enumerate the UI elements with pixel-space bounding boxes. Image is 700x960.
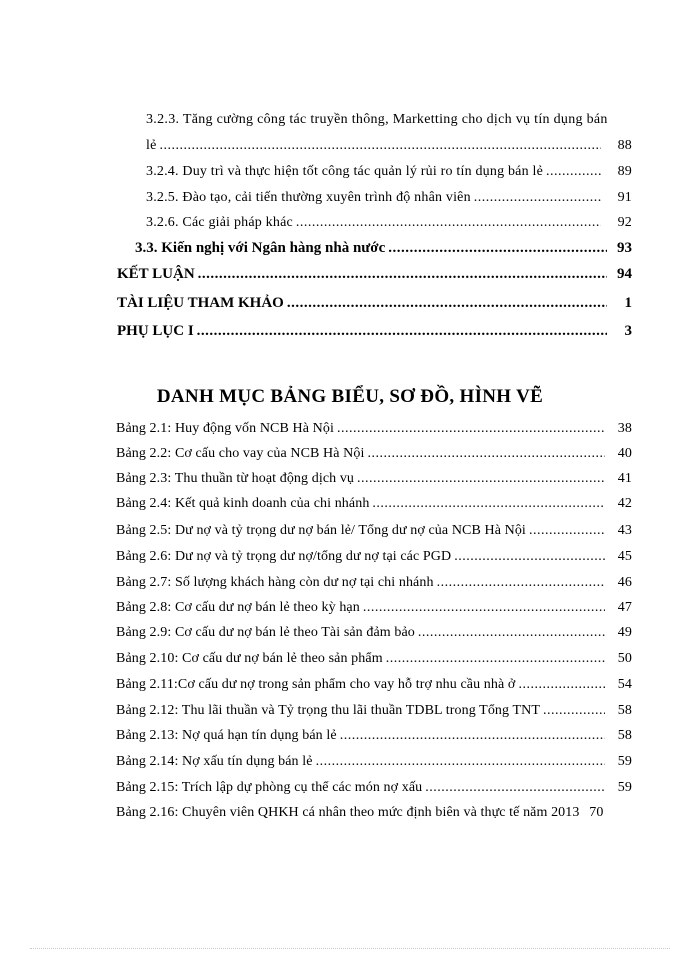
table-entry-label: Bảng 2.7: Số lượng khách hàng còn dư nợ tại chi nhánh (116, 575, 434, 590)
leader-dots (418, 625, 605, 641)
table-entry-page: 47 (617, 600, 632, 615)
table-entry-page: 59 (617, 780, 632, 795)
table-entry[interactable] (116, 575, 632, 591)
table-entry-page: 46 (617, 575, 632, 590)
toc-page-number: 88 (617, 138, 632, 153)
table-entry[interactable] (116, 625, 632, 641)
toc-entry-label: TÀI LIỆU THAM KHẢO (117, 295, 284, 311)
table-entry-page: 38 (617, 421, 632, 436)
toc-entry-3-3[interactable] (135, 240, 632, 257)
table-entry[interactable] (116, 523, 632, 539)
table-entry-label: Bảng 2.13: Nợ quá hạn tín dụng bán lẻ (116, 728, 337, 743)
table-entry-label: Bảng 2.5: Dư nợ và tỷ trọng dư nợ bán lẻ/ Tổng dư nợ của NCB Hà Nội (116, 523, 526, 538)
leader-dots (474, 190, 601, 206)
table-entry[interactable] (116, 600, 632, 616)
table-entry-label: Bảng 2.2: Cơ cấu cho vay của NCB Hà Nội (116, 446, 365, 461)
leader-dots (543, 703, 605, 719)
toc-page-number: 91 (617, 190, 632, 205)
toc-entry-label: 3.2.4. Duy trì và thực hiện tốt công tác quản lý rủi ro tín dụng bán lẻ (146, 164, 543, 179)
leader-dots (372, 496, 605, 512)
leader-dots (386, 651, 605, 667)
toc-entry-3-2-5[interactable] (146, 190, 632, 206)
table-entry[interactable] (116, 754, 632, 770)
table-entry[interactable] (116, 496, 632, 512)
leader-dots (340, 728, 605, 744)
toc-entry-label: PHỤ LỤC I (117, 323, 194, 339)
leader-dots (388, 240, 607, 257)
leader-dots (296, 215, 601, 231)
toc-entry-3-2-3-line1[interactable] (146, 112, 632, 128)
toc-entry-3-2-6[interactable] (146, 215, 632, 231)
table-entry-label: Bảng 2.1: Huy động vốn NCB Hà Nội (116, 421, 334, 436)
leader-dots (437, 575, 605, 591)
table-entry[interactable] (116, 421, 632, 437)
table-entry-label: Bảng 2.16: Chuyên viên QHKH cá nhân theo mức định biên và thực tế năm 2013 (116, 805, 580, 820)
table-entry-label: Bảng 2.9: Cơ cấu dư nợ bán lẻ theo Tài sản đảm bảo (116, 625, 415, 640)
table-entry-page: 50 (617, 651, 632, 666)
table-entry-label: Bảng 2.15: Trích lập dự phòng cụ thể các món nợ xấu (116, 780, 423, 795)
table-entry-label: Bảng 2.14: Nợ xấu tín dụng bán lẻ (116, 754, 313, 769)
leader-dots (425, 780, 605, 796)
leader-dots (363, 600, 605, 616)
leader-dots (546, 164, 601, 180)
toc-entry-label: lẻ (146, 138, 157, 153)
leader-dots (337, 421, 605, 437)
table-entry-page: 70 (589, 805, 604, 820)
toc-entry-label: 3.2.6. Các giải pháp khác (146, 215, 293, 230)
table-entry-page: 42 (617, 496, 632, 511)
table-entry[interactable] (116, 703, 632, 719)
toc-entry-label: 3.3. Kiến nghị với Ngân hàng nhà nước (135, 240, 386, 256)
table-entry-label: Bảng 2.10: Cơ cấu dư nợ bán lẻ theo sản phẩm (116, 651, 383, 666)
leader-dots (198, 266, 607, 283)
table-entry[interactable] (116, 471, 632, 487)
toc-page-number: 3 (624, 323, 632, 339)
table-entry-page: 41 (617, 471, 632, 486)
table-entry-page: 59 (617, 754, 632, 769)
toc-entry-label: 3.2.3. Tăng cường công tác truyền thông, Marketting cho dịch vụ tín dụng bán (146, 112, 608, 127)
list-of-tables-heading: DANH MỤC BẢNG BIỂU, SƠ ĐỒ, HÌNH VẼ (156, 386, 544, 407)
toc-entry-label: KẾT LUẬN (117, 266, 195, 282)
toc-entry-3-2-3-line2[interactable] (146, 138, 632, 154)
table-entry[interactable] (116, 780, 632, 796)
toc-page-number: 94 (617, 266, 632, 282)
table-entry-page: 40 (617, 446, 632, 461)
toc-page-number: 93 (617, 240, 632, 256)
table-entry-page: 49 (617, 625, 632, 640)
table-entry-label: Bảng 2.6: Dư nợ và tỷ trọng dư nợ/tổng dư nợ tại các PGD (116, 549, 452, 564)
leader-dots (454, 549, 605, 565)
table-entry[interactable] (116, 549, 632, 565)
page-bottom-border (30, 948, 670, 949)
toc-entry-label: 3.2.5. Đào tạo, cải tiến thường xuyên trình độ nhân viên (146, 190, 471, 205)
table-entry-page: 43 (617, 523, 632, 538)
table-entry-label: Bảng 2.11:Cơ cấu dư nợ trong sản phẩm cho vay hỗ trợ nhu cầu nhà ở (116, 677, 516, 692)
table-entry-page: 45 (617, 549, 632, 564)
toc-page-number: 92 (617, 215, 632, 230)
leader-dots (529, 523, 605, 539)
toc-page-number: 1 (624, 295, 632, 311)
toc-entry-tai-lieu[interactable] (117, 295, 632, 312)
leader-dots (316, 754, 605, 770)
toc-page-number: 89 (617, 164, 632, 179)
leader-dots (367, 446, 605, 462)
table-entry-label: Bảng 2.4: Kết quả kinh doanh của chi nhánh (116, 496, 370, 511)
table-entry[interactable] (116, 728, 632, 744)
table-entry-page: 58 (617, 703, 632, 718)
toc-entry-3-2-4[interactable] (146, 164, 632, 180)
leader-dots (357, 471, 605, 487)
table-entry-label: Bảng 2.8: Cơ cấu dư nợ bán lẻ theo kỳ hạn (116, 600, 360, 615)
table-entry[interactable] (116, 446, 632, 462)
leader-dots (518, 677, 605, 693)
table-entry[interactable] (116, 677, 632, 693)
toc-entry-phu-luc[interactable] (117, 323, 632, 340)
table-entry[interactable] (116, 651, 632, 667)
table-entry-page: 54 (617, 677, 632, 692)
leader-dots (287, 295, 607, 312)
toc-entry-ket-luan[interactable] (117, 266, 632, 283)
table-entry-label: Bảng 2.12: Thu lãi thuần và Tỷ trọng thu lãi thuần TDBL trong Tổng TNT (116, 703, 540, 718)
leader-dots (160, 138, 601, 154)
table-entry-label: Bảng 2.3: Thu thuần từ hoạt động dịch vụ (116, 471, 355, 486)
leader-dots (197, 323, 607, 340)
table-entry[interactable] (116, 805, 632, 821)
table-entry-page: 58 (617, 728, 632, 743)
